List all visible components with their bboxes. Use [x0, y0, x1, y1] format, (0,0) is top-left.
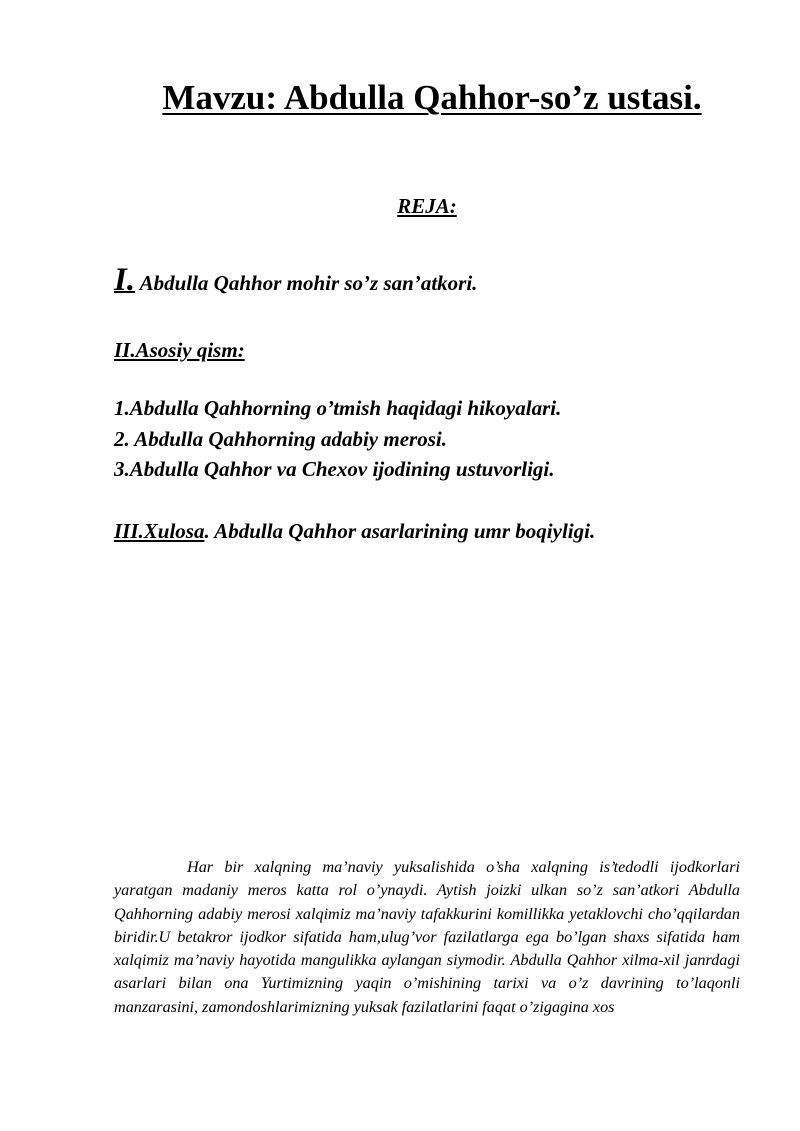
plan-sub-item: 3.Abdulla Qahhor va Chexov ijodining ustuvorligi. [114, 457, 555, 481]
plan-intro-number: I. [114, 262, 136, 298]
plan-intro-item [114, 262, 477, 299]
body-paragraph: Har bir xalqning ma’naviy yuksalishida o’sha xalqning is’tedodli ijodkorlari yaratgan madaniy meros katta rol o’ynaydi. Aytish joizki ulkan so’z san’atkori Abdulla Qahhorning adabiy merosi xalqimiz ma’naviy tafakkurini komillikka yetaklovchi cho’qqilardan biridir.U betakror ijodkor sifatida ham,ulug’vor fazilatlarga ega bo’lgan shaxs sifatida ham xalqimiz ma’naviy hayotida mangulikka aylangan siymodir. Abdulla Qahhor xilma-xil janrdagi asarlari bilan ona Yurtimizning yaqin o’mishining tarixi va o’z davrining to’laqonli manzarasini, zamondoshlarimizning yuksak fazilatlarini faqat o’zigagina xos [114, 858, 740, 1016]
plan-intro-text: Abdulla Qahhor mohir so’z san’atkori. [135, 271, 478, 295]
document-title: Mavzu: Abdulla Qahhor-so’z ustasi. [162, 78, 702, 117]
plan-heading: REJA: [397, 194, 457, 218]
plan-sub-item: 2. Abdulla Qahhorning adabiy merosi. [114, 427, 447, 451]
conclusion-label: III.Xulosa [114, 519, 205, 543]
plan-conclusion-item [114, 519, 595, 544]
main-part-heading: II.Asosiy qism: [114, 338, 245, 362]
conclusion-text: . Abdulla Qahhor asarlarining umr boqiyligi. [204, 519, 596, 543]
plan-sub-item: 1.Abdulla Qahhorning o’tmish haqidagi hikoyalari. [114, 396, 562, 420]
